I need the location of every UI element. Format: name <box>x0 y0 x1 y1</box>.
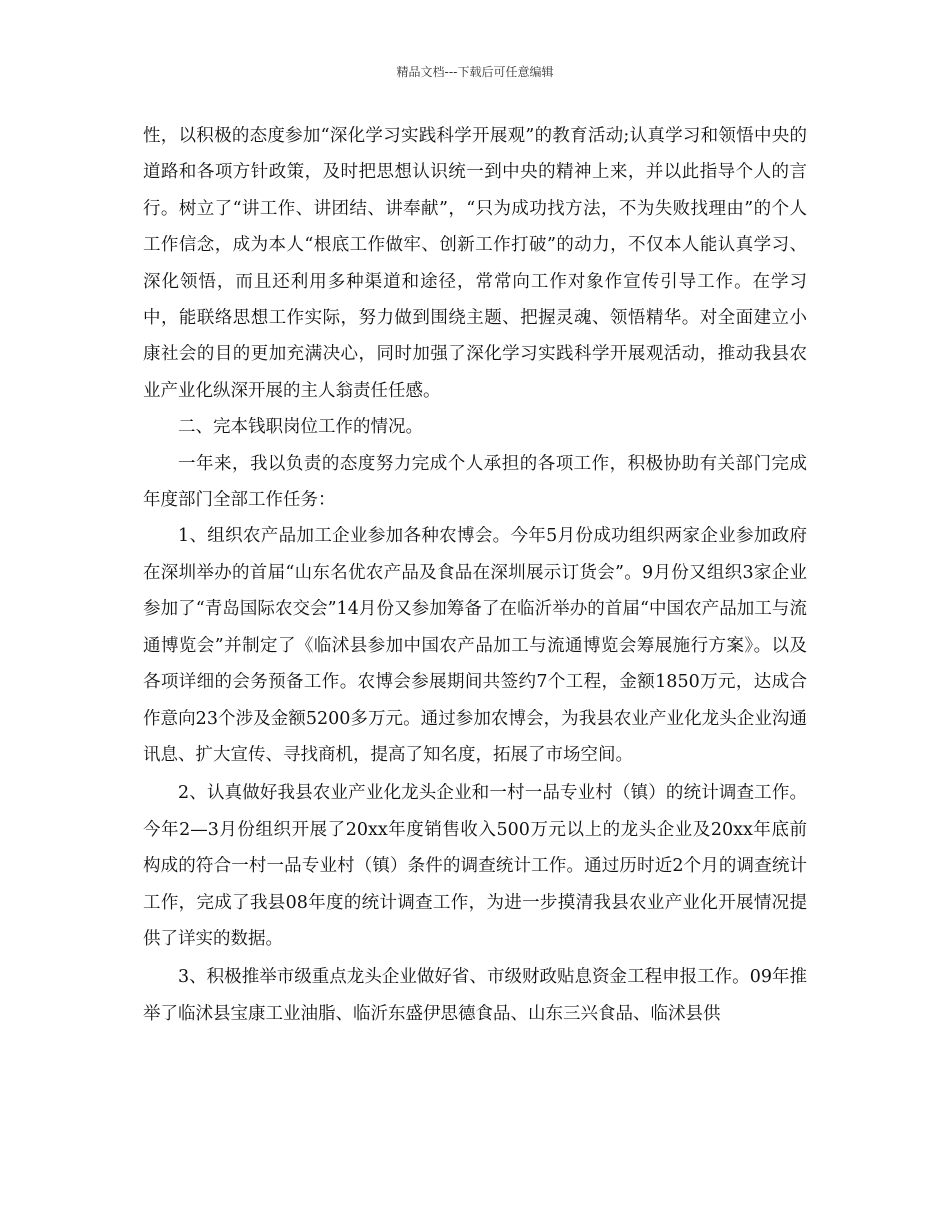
paragraph-intro: 一年来，我以负责的态度努力完成个人承担的各项工作，积极协助有关部门完成年度部门全部工作任务： <box>143 453 807 511</box>
paragraph-item-3: 3、积极推举市级重点龙头企业做好省、市级财政贴息资金工程申报工作。09年推举了临沭县宝康工业油脂、临沂东盛伊思德食品、山东三兴食品、临沭县供 <box>143 967 807 1024</box>
section-heading: 二、完本钱职岗位工作的情况。 <box>178 417 423 438</box>
paragraph-continuation: 性，以积极的态度参加“深化学习实践科学开展观”的教育活动;认真学习和领悟中央的道路和各项方针政策，及时把思想认识统一到中央的精神上来，并以此指导个人的言行。树立了“讲工作、讲团结、讲奉献”，“只为成功找方法，不为失败找理由”的个人工作信念，成为本人“根底工作做牢、创新工作打破”的动力，不仅本人能认真学习、深化领悟，而且还利用多种渠道和途径，常常向工作对象作宣传引导工作。在学习中，能联络思想工作实际，努力做到围绕主题、把握灵魂、领悟精华。对全面建立小康社会的目的更加充满决心，同时加强了深化学习实践科学开展观活动，推动我县农业产业化纵深开展的主人翁责任任感。 <box>143 126 807 401</box>
paragraph-item-2: 2、认真做好我县农业产业化龙头企业和一村一品专业村（镇）的统计调查工作。今年2—3月份组织开展了20xx年度销售收入500万元以上的龙头企业及20xx年底前构成的符合一村一品专业村（镇）条件的调查统计工作。通过历时近2个月的调查统计工作，完成了我县08年度的统计调查工作，为进一步摸清我县农业产业化开展情况提供了详实的数据。 <box>143 783 807 949</box>
paragraph-item-1: 1、组织农产品加工企业参加各种农博会。今年5月份成功组织两家企业参加政府在深圳举办的首届“山东名优农产品及食品在深圳展示订货会”。9月份又组织3家企业参加了“青岛国际农交会”14月份又参加筹备了在临沂举办的首届“中国农产品加工与流通博览会”并制定了《临沭县参加中国农产品加工与流通博览会筹展施行方案》。以及各项详细的会务预备工作。农博会参展期间共签约7个工程，金额1850万元，达成合作意向23个涉及金额5200多万元。通过参加农博会，为我县农业产业化龙头企业沟通讯息、扩大宣传、寻找商机，提高了知名度，拓展了市场空间。 <box>143 526 807 765</box>
document-body <box>143 118 807 1032</box>
page-header: 精品文档---下载后可任意编辑 <box>396 65 554 79</box>
